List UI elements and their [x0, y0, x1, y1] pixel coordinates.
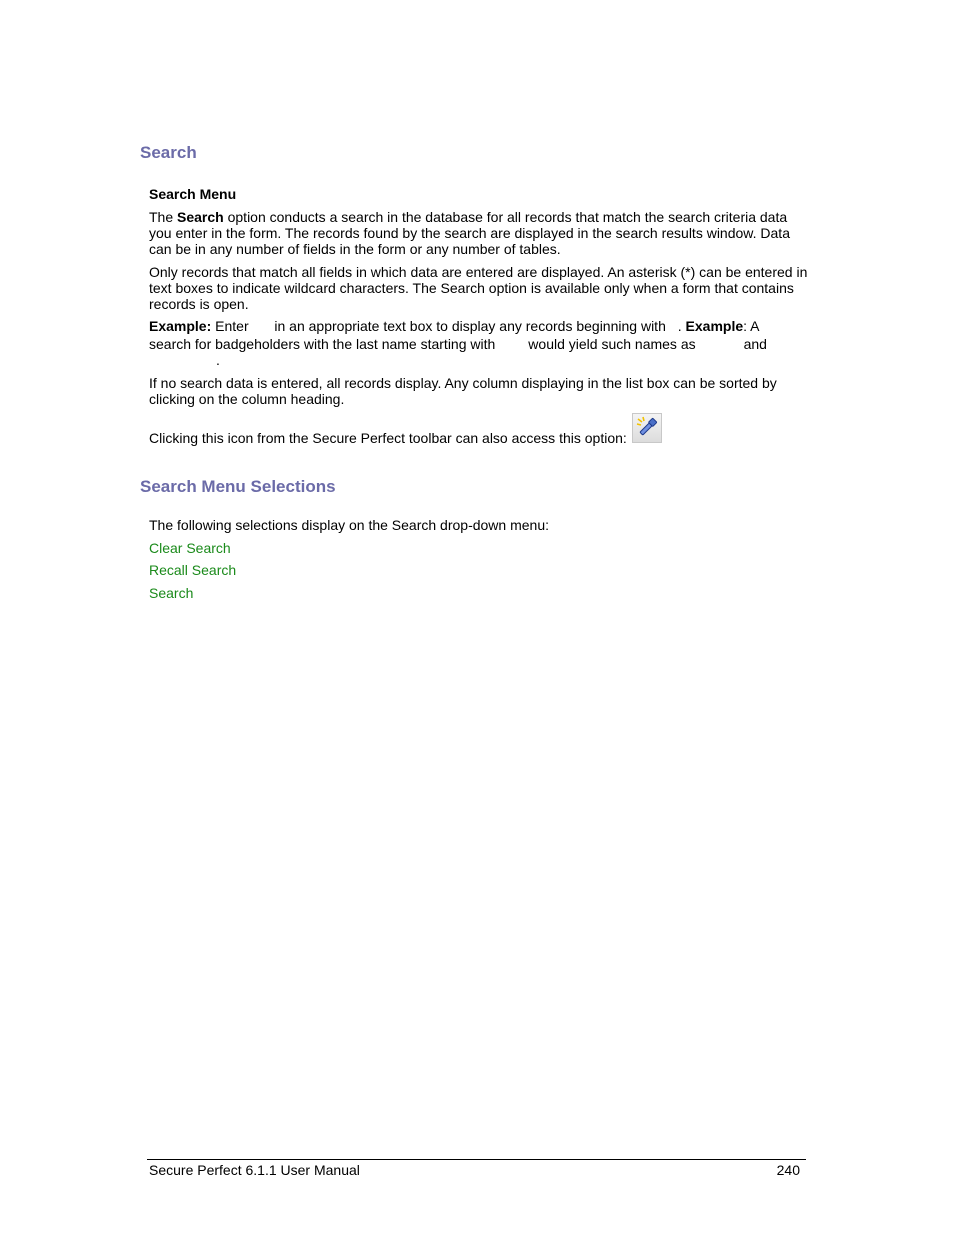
paragraph-search-description: [149, 209, 809, 257]
example-label-2: Example: [685, 318, 744, 334]
link-search[interactable]: Search: [149, 585, 194, 601]
paragraph-matching-records: Only records that match all fields in which data are entered are displayed. An asterisk (*) can be entered in text boxes to indicate wildcard characters. The Search option is available only when a form that contains records is open.: [149, 264, 808, 312]
link-clear-search[interactable]: Clear Search: [149, 540, 231, 556]
footer-divider: [147, 1159, 806, 1160]
example-text-enter: Enter: [211, 318, 253, 334]
example-line2-a: search for badgeholders with the last name starting with: [149, 336, 496, 352]
example-line2-b: would yield such names as: [528, 336, 696, 352]
footer-manual-title: Secure Perfect 6.1.1 User Manual: [149, 1162, 360, 1178]
section-heading-search-menu-selections: Search Menu Selections: [140, 477, 336, 496]
footer-page-number: 240: [776, 1162, 800, 1178]
subheading-search-menu: Search Menu: [149, 186, 237, 202]
example-text-a: : A: [743, 318, 760, 334]
example-line-2: [149, 336, 767, 352]
link-recall-search[interactable]: Recall Search: [149, 562, 237, 578]
search-flashlight-icon[interactable]: [632, 413, 662, 443]
para1-bold-search: Search: [177, 209, 224, 225]
para1-prefix: The: [149, 209, 178, 225]
paragraph-no-search-data: If no search data is entered, all records display. Any column displaying in the list box can be sorted by clicking on the column heading.: [149, 375, 777, 407]
selections-intro: The following selections display on the Search drop-down menu:: [149, 517, 550, 533]
example-line-3: .: [216, 352, 220, 368]
toolbar-icon-text: Clicking this icon from the Secure Perfect toolbar can also access this option:: [149, 430, 627, 446]
example-label: Example:: [149, 318, 212, 334]
example-line2-c: and: [743, 336, 767, 352]
example-text-period: .: [677, 318, 686, 334]
example-text-appropriate: in an appropriate text box to display any records beginning with: [270, 318, 670, 334]
section-heading-search: Search: [140, 143, 197, 162]
example-line-1: [149, 318, 759, 334]
para1-rest: option conducts a search in the database for all records that match the search criteria data you enter in the form. The records found by the search are displayed in the search results window. Data can be in any number of fields in the form or any number of tables.: [149, 209, 790, 257]
